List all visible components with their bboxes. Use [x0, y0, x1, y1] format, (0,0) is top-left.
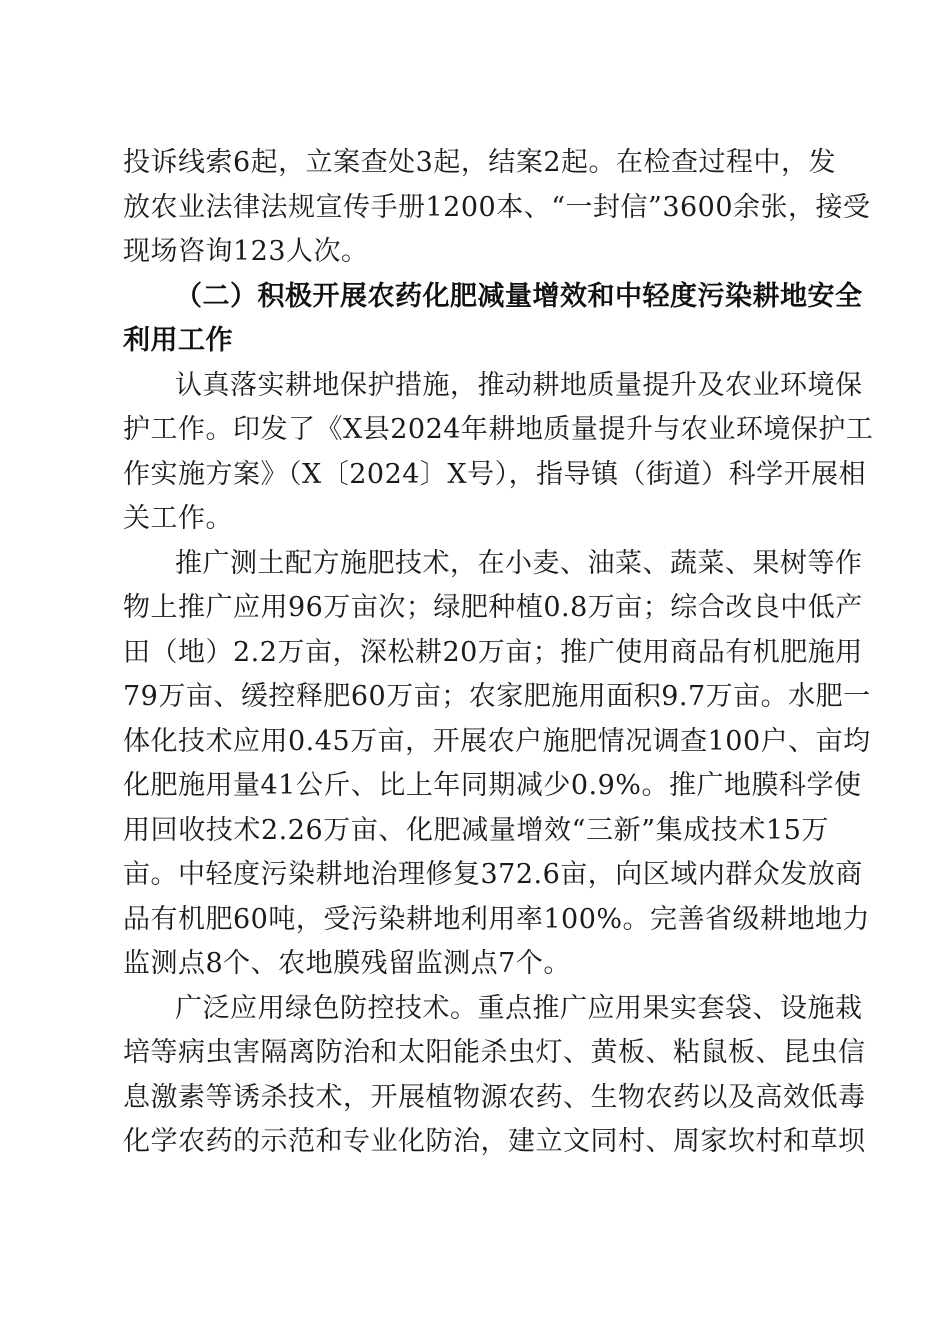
- body-text-line: 护工作。印发了《X县2024年耕地质量提升与农业环境保护工: [123, 414, 874, 445]
- body-text-line: 79万亩、缓控释肥60万亩；农家肥施用面积9.7万亩。水肥一: [123, 681, 871, 712]
- body-text-line: 关工作。: [123, 503, 233, 534]
- body-text-line: 培等病虫害隔离防治和太阳能杀虫灯、黄板、粘鼠板、昆虫信: [123, 1037, 866, 1068]
- body-text-line: 品有机肥60吨，受污染耕地利用率100%。完善省级耕地地力: [123, 904, 871, 935]
- body-text-line: 息激素等诱杀技术，开展植物源农药、生物农药以及高效低毒: [123, 1082, 866, 1113]
- body-text-line: 监测点8个、农地膜残留监测点7个。: [123, 948, 571, 979]
- body-text-line: 作实施方案》（X〔2024〕X号），指导镇（街道）科学开展相: [123, 459, 867, 490]
- body-text-line: 物上推广应用96万亩次；绿肥种植0.8万亩；综合改良中低产: [123, 592, 863, 623]
- section-heading: （二）积极开展农药化肥减量增效和中轻度污染耕地安全: [175, 281, 863, 312]
- body-text-line: 化学农药的示范和专业化防治，建立文同村、周家坎村和草坝: [123, 1126, 866, 1157]
- body-text-line: 化肥施用量41公斤、比上年同期减少0.9%。推广地膜科学使: [123, 770, 862, 801]
- body-text-line: 投诉线索6起，立案查处3起，结案2起。在检查过程中，发: [123, 147, 837, 178]
- body-text-line: 亩。中轻度污染耕地治理修复372.6亩，向区域内群众发放商: [123, 859, 863, 890]
- section-heading: 利用工作: [123, 325, 233, 356]
- body-text-line: 放农业法律法规宣传手册1200本、“一封信”3600余张，接受: [123, 192, 871, 223]
- body-text-line: 现场咨询123人次。: [123, 236, 369, 267]
- paragraph-first-line: 广泛应用绿色防控技术。重点推广应用果实套袋、设施栽: [175, 993, 863, 1024]
- body-text-line: 体化技术应用0.45万亩，开展农户施肥情况调查100户、亩均: [123, 726, 871, 757]
- body-text-line: 田（地）2.2万亩，深松耕20万亩；推广使用商品有机肥施用: [123, 637, 863, 668]
- paragraph-first-line: 推广测土配方施肥技术，在小麦、油菜、蔬菜、果树等作: [175, 548, 863, 579]
- body-text-line: 用回收技术2.26万亩、化肥减量增效“三新”集成技术15万: [123, 815, 829, 846]
- paragraph-first-line: 认真落实耕地保护措施，推动耕地质量提升及农业环境保: [175, 370, 863, 401]
